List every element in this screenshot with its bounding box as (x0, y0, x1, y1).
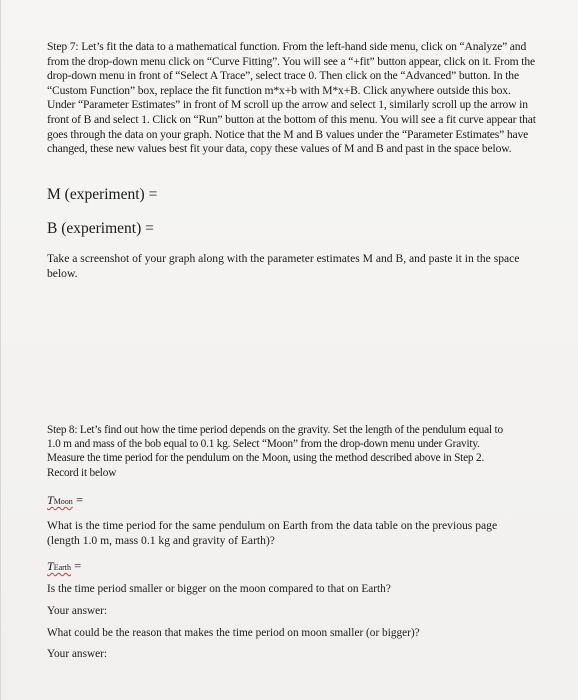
t-moon-subscript: Moon (53, 497, 73, 506)
t-earth-subscript: Earth (53, 563, 72, 572)
t-earth-equals: = (71, 559, 82, 573)
step8-paragraph: Step 8: Let’s find out how the time period depends on the gravity. Set the length of the pendulum equal to 1.0 m and mass of the bob equal to 0.1 kg. Select “Moon” from the drop-down menu under Gravity. Measure the time period for the pendulum on the Moon, using the method described above in Step 2. Record it below (47, 424, 503, 479)
m-experiment-field[interactable]: M (experiment) = (47, 186, 158, 203)
t-moon-field[interactable] (47, 493, 537, 508)
t-earth-symbol: T (47, 559, 54, 573)
b-experiment-field[interactable]: B (experiment) = (47, 220, 154, 237)
step7-paragraph: Step 7: Let’s fit the data to a mathematical function. From the left-hand side menu, click on “Analyze” and from the drop-down menu click on “Curve Fitting”. You will see a “+fit” button appear, click on it. From the drop-down menu in front of “Select A Trace”, select trace 0. Then click on the “Advanced” button. In the “Custom Function” box, replace the fit function m*x+b with M*x+B. Click anywhere outside this box. Under “Parameter Estimates” in front of M scroll up the arrow and select 1, similarly scroll up the arrow in front of B and select 1. Click on “Run” button at the bottom of this menu. You will see a fit curve appear that goes through the data on your graph. Notice that the M and B values under the “Parameter Estimates” have changed, these new values best fit your data, copy these values of M and B and past in the space below. (47, 40, 536, 156)
compare-question: Is the time period smaller or bigger on the moon compared to that on Earth? (47, 583, 391, 595)
t-moon-equals: = (72, 493, 83, 507)
t-moon-symbol: T (47, 493, 54, 507)
earth-question: What is the time period for the same pendulum on Earth from the data table on the previous page (length 1.0 m, mass 0.1 kg and gravity of Earth)? (47, 519, 498, 547)
t-earth-field[interactable] (47, 559, 537, 574)
reason-question: What could be the reason that makes the time period on moon smaller (or bigger)? (47, 627, 420, 639)
answer-field-1[interactable]: Your answer: (47, 605, 108, 617)
answer-field-2[interactable]: Your answer: (47, 648, 108, 660)
screenshot-instruction: Take a screenshot of your graph along with the parameter estimates M and B, and paste it in the space below. (47, 252, 520, 280)
